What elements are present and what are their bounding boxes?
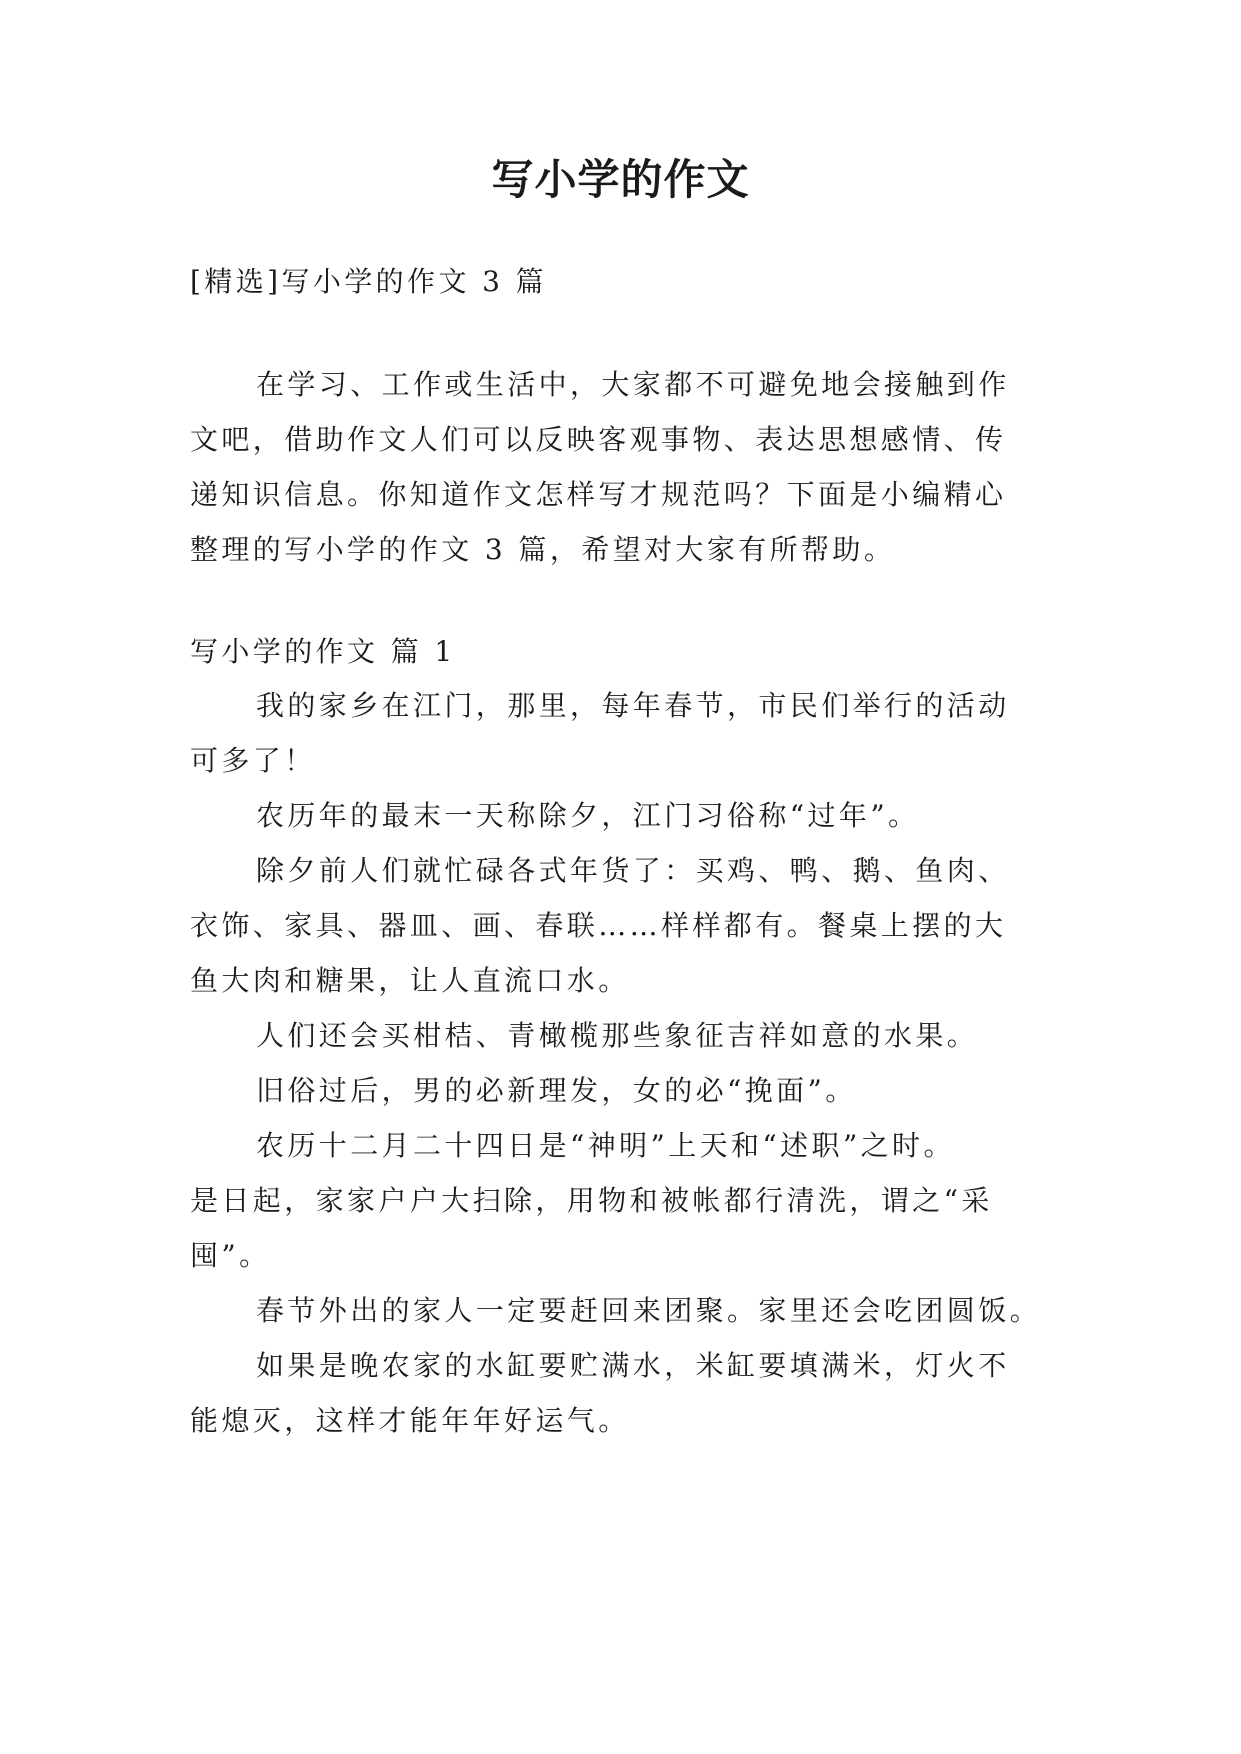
intro-line: 文吧，借助作文人们可以反映客观事物、表达思想感情、传 bbox=[190, 423, 1007, 456]
intro-line: 在学习、工作或生活中，大家都不可避免地会接触到作 bbox=[256, 368, 1010, 401]
body-line: 旧俗过后，男的必新理发，女的必“挽面”。 bbox=[256, 1074, 857, 1107]
document-title: 写小学的作文 bbox=[491, 155, 750, 204]
body-line: 如果是晚农家的水缸要贮满水，米缸要填满米，灯火不 bbox=[256, 1349, 1010, 1382]
body-line: 能熄灭，这样才能年年好运气。 bbox=[190, 1404, 630, 1437]
intro-line: 整理的写小学的作文 3 篇，希望对大家有所帮助。 bbox=[190, 533, 896, 566]
intro-line: 递知识信息。你知道作文怎样写才规范吗？下面是小编精心 bbox=[190, 478, 1007, 511]
document-subtitle: [精选]写小学的作文 3 篇 bbox=[190, 265, 548, 298]
body-line: 除夕前人们就忙碌各式年货了：买鸡、鸭、鹅、鱼肉、 bbox=[256, 854, 1010, 887]
body-line: 农历十二月二十四日是“神明”上天和“述职”之时。 bbox=[256, 1129, 955, 1162]
body-line: 囤”。 bbox=[190, 1239, 271, 1272]
body-line: 春节外出的家人一定要赶回来团聚。家里还会吃团圆饭。 bbox=[256, 1294, 1042, 1327]
body-line: 我的家乡在江门，那里，每年春节，市民们举行的活动 bbox=[256, 689, 1010, 722]
body-line: 鱼大肉和糖果，让人直流口水。 bbox=[190, 964, 630, 997]
body-line: 人们还会买柑桔、青橄榄那些象征吉祥如意的水果。 bbox=[256, 1019, 979, 1052]
section-heading: 写小学的作文 篇 1 bbox=[190, 635, 456, 668]
body-line: 是日起，家家户户大扫除，用物和被帐都行清洗，谓之“采 bbox=[190, 1184, 993, 1217]
body-line: 农历年的最末一天称除夕，江门习俗称“过年”。 bbox=[256, 799, 920, 832]
body-line: 可多了！ bbox=[190, 744, 316, 777]
body-line: 衣饰、家具、器皿、画、春联……样样都有。餐桌上摆的大 bbox=[190, 909, 1007, 942]
